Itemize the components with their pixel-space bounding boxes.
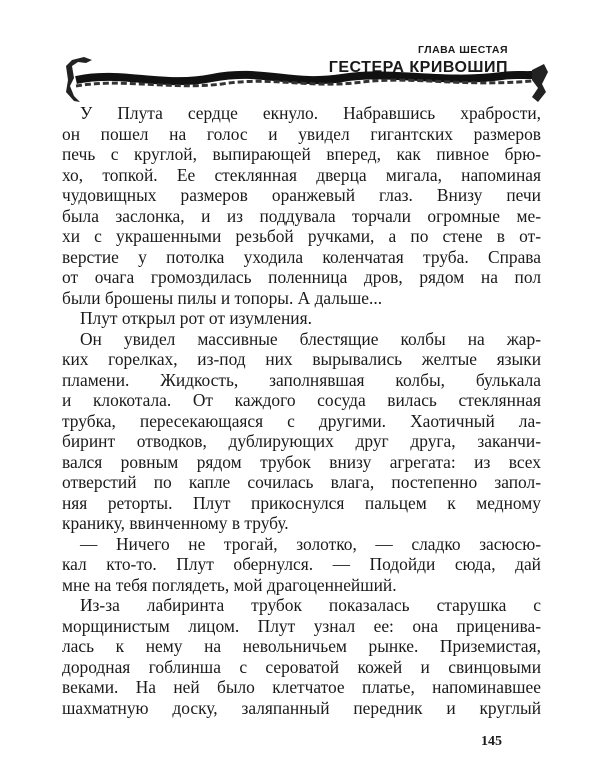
text-line: веками. На ней было клетчатое платье, напоминавшее — [62, 677, 541, 697]
decorative-ornament-border — [62, 56, 552, 104]
text-line: лась к нему на невольничьем рынке. Приземистая, — [62, 636, 541, 656]
text-line: биринт отводков, дублирующих друг друга, заканчи- — [62, 431, 541, 451]
text-line: отверстий по капле сочилась влага, постепенно запол- — [62, 472, 541, 492]
text-line: дородная гоблинша с сероватой кожей и свинцовыми — [62, 656, 541, 677]
page-number: 145 — [481, 734, 502, 749]
text-line: хо, топкой. Ее стеклянная дверца мигала, напоминая — [62, 164, 541, 185]
text-line: чудовищных размеров оранжевый глаз. Внизу печи — [62, 185, 541, 205]
text-line: Плут открыл рот от изумления. — [80, 308, 312, 328]
text-line: няя реторты. Плут прикоснулся пальцем к медному — [62, 492, 541, 513]
chapter-label: ГЛАВА ШЕСТАЯ — [418, 44, 508, 56]
text-line: печь с круглой, выпирающей вперед, как пивное брю- — [62, 144, 541, 164]
text-line: он пошел на голос и увидел гигантских размеров — [62, 123, 541, 144]
text-line: были брошены пилы и топоры. А дальше... — [62, 287, 383, 308]
text-line: от очага громоздилась поленница дров, рядом на пол — [62, 267, 541, 287]
text-line: трубка, пересекающаяся с другими. Хаотичный ла- — [62, 410, 541, 431]
chapter-title: ГЕСТЕРА КРИВОШИП — [328, 59, 508, 76]
text-line: хи с украшенными резьбой ручками, а по стене в от- — [62, 226, 541, 246]
text-line: мне на тебя поглядеть, мой драгоценнейший. — [62, 574, 397, 595]
text-line: морщинистым лицом. Плут узнал ее: она приценива- — [62, 615, 541, 636]
text-line: — Ничего не трогай, золотко, — сладко засюсю- — [80, 533, 541, 554]
text-line: шахматную доску, заляпанный передник и круглый — [62, 697, 541, 718]
text-line: и клокотала. От каждого сосуда вилась стеклянная — [62, 390, 541, 410]
text-line: вался ровным рядом трубок внизу агрегата: из всех — [62, 451, 541, 472]
text-line: Из-за лабиринта трубок показалась старушка с — [80, 595, 541, 615]
text-line: была заслонка, и из поддувала торчали огромные ме- — [62, 205, 541, 226]
text-line: верстие у потолка уходила коленчатая труба. Справа — [62, 246, 541, 267]
text-line: У Плута сердце екнуло. Набравшись храбрости, — [80, 103, 541, 123]
text-line: ких горелках, из-под них вырывались желтые языки — [62, 349, 541, 369]
text-line: кранику, ввинченному в трубу. — [62, 513, 289, 533]
body-text — [62, 103, 541, 718]
text-line: кал кто-то. Плут обернулся. — Подойди сюда, дай — [62, 554, 541, 574]
text-line: пламени. Жидкость, заполнявшая колбы, булькала — [62, 369, 541, 390]
text-line: Он увидел массивные блестящие колбы на жар- — [80, 328, 541, 349]
